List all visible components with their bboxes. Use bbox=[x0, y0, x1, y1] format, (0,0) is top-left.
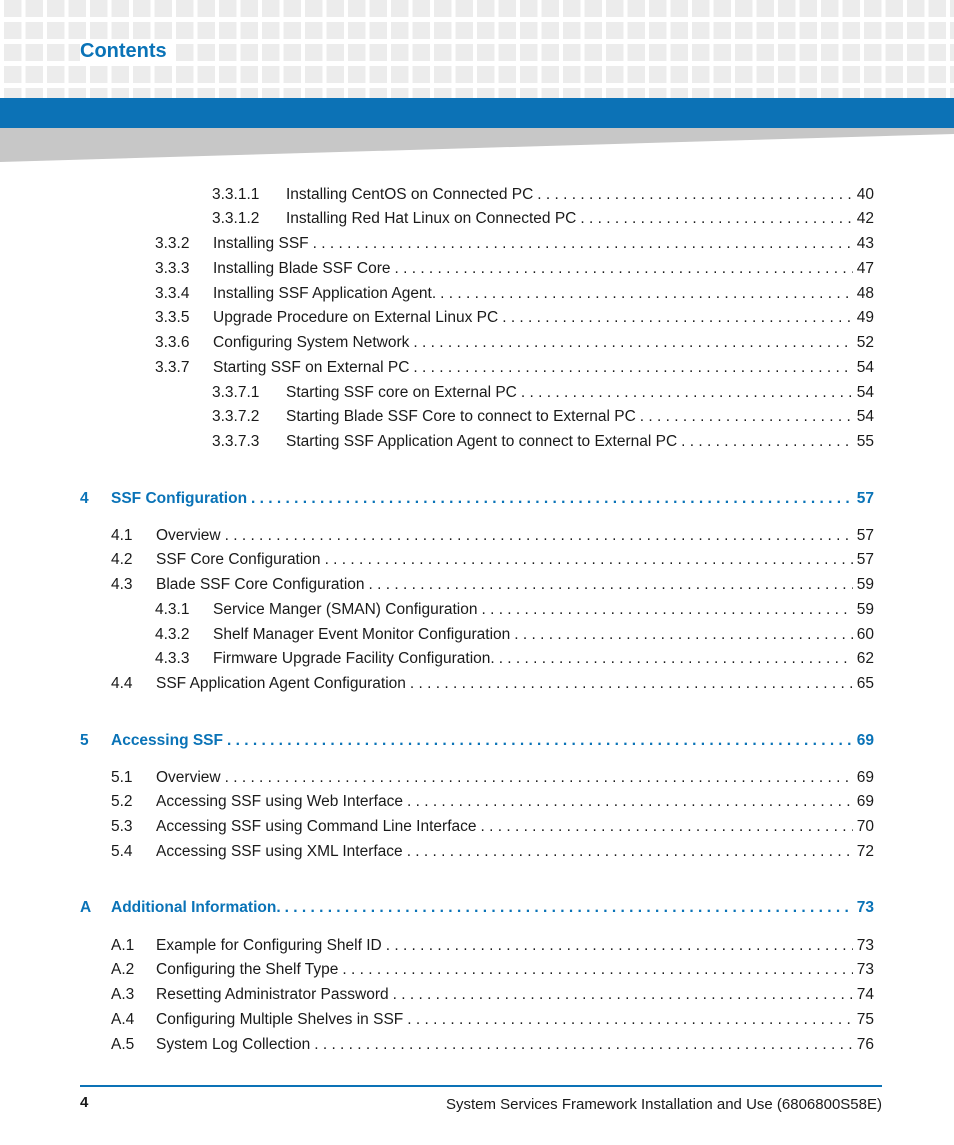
toc-entry-page: 47 bbox=[856, 260, 874, 277]
footer-page-number: 4 bbox=[80, 1094, 89, 1111]
toc-entry-title: Accessing SSF using Web Interface bbox=[156, 793, 403, 810]
toc-dot-leader bbox=[537, 184, 852, 206]
toc-dot-leader bbox=[325, 549, 853, 571]
toc-entry-title: Accessing SSF using XML Interface bbox=[156, 843, 403, 860]
toc-entry-title: Configuring Multiple Shelves in SSF bbox=[156, 1011, 404, 1028]
toc-dot-leader bbox=[413, 332, 852, 354]
toc-entry-number: 3.3.2 bbox=[155, 235, 190, 252]
toc-entry-page: 75 bbox=[856, 1011, 874, 1028]
toc-entry-page: 55 bbox=[856, 433, 874, 450]
toc-entry-number: 4.1 bbox=[111, 527, 133, 544]
toc-dot-leader bbox=[251, 488, 853, 510]
toc-entry-number: 3.3.7.3 bbox=[212, 433, 260, 450]
toc-entry-number: 3.3.4 bbox=[155, 285, 190, 302]
toc-entry[interactable] bbox=[155, 599, 874, 621]
toc-entry-title: Upgrade Procedure on External Linux PC bbox=[213, 309, 499, 326]
toc-entry-title: Overview bbox=[156, 769, 221, 786]
toc-dot-leader bbox=[440, 283, 853, 305]
toc-entry-title: Accessing SSF bbox=[111, 732, 223, 749]
toc-entry[interactable] bbox=[111, 935, 874, 957]
toc-entry-title: Installing SSF bbox=[213, 235, 309, 252]
toc-dot-leader bbox=[481, 599, 852, 621]
toc-entry[interactable] bbox=[111, 525, 874, 547]
toc-entry-page: 57 bbox=[856, 490, 874, 507]
toc-entry-title: Blade SSF Core Configuration bbox=[156, 576, 365, 593]
toc-entry-page: 59 bbox=[856, 576, 874, 593]
toc-dot-leader bbox=[580, 208, 852, 230]
toc-chapter-entry[interactable] bbox=[80, 730, 874, 752]
toc-entry-title: Firmware Upgrade Facility Configuration. bbox=[213, 650, 495, 667]
toc-entry[interactable] bbox=[155, 258, 874, 280]
toc-entry-title: Installing CentOS on Connected PC bbox=[286, 186, 534, 203]
toc-entry-number: 3.3.1.2 bbox=[212, 210, 260, 227]
toc-entry-title: Configuring System Network bbox=[213, 334, 410, 351]
toc-entry[interactable] bbox=[155, 357, 874, 379]
toc-dot-leader bbox=[369, 574, 853, 596]
toc-dot-leader bbox=[407, 841, 853, 863]
toc-entry-title: SSF Core Configuration bbox=[156, 551, 321, 568]
toc-entry-page: 62 bbox=[856, 650, 874, 667]
toc-entry[interactable] bbox=[111, 959, 874, 981]
toc-entry[interactable] bbox=[111, 984, 874, 1006]
header-blue-band bbox=[0, 98, 954, 128]
toc-dot-leader bbox=[285, 897, 853, 919]
toc-dot-leader bbox=[521, 382, 853, 404]
toc-entry-title: System Log Collection bbox=[156, 1036, 311, 1053]
toc-entry-number: 3.3.7 bbox=[155, 359, 190, 376]
toc-entry[interactable] bbox=[155, 307, 874, 329]
toc-entry-title: Accessing SSF using Command Line Interface bbox=[156, 818, 477, 835]
toc-dot-leader bbox=[394, 258, 852, 280]
toc-dot-leader bbox=[342, 959, 852, 981]
toc-entry-number: 5 bbox=[80, 732, 89, 749]
toc-entry[interactable] bbox=[155, 233, 874, 255]
toc-entry-number: 3.3.5 bbox=[155, 309, 190, 326]
toc-entry-number: 5.3 bbox=[111, 818, 133, 835]
toc-entry-number: 5.1 bbox=[111, 769, 133, 786]
toc-chapter-entry[interactable] bbox=[80, 488, 874, 510]
toc-chapter-entry[interactable] bbox=[80, 897, 874, 919]
toc-entry-number: 4.3.1 bbox=[155, 601, 190, 618]
toc-dot-leader bbox=[227, 730, 853, 752]
toc-entry-page: 57 bbox=[856, 527, 874, 544]
toc-entry[interactable] bbox=[111, 1034, 874, 1056]
toc-entry-page: 74 bbox=[856, 986, 874, 1003]
toc-dot-leader bbox=[514, 624, 853, 646]
toc-entry-number: A bbox=[80, 899, 92, 916]
toc-entry-title: Installing Red Hat Linux on Connected PC bbox=[286, 210, 577, 227]
toc-entry-number: A.5 bbox=[111, 1036, 135, 1053]
toc-dot-leader bbox=[407, 791, 853, 813]
toc-entry[interactable] bbox=[212, 208, 874, 230]
toc-entry-title: Starting SSF on External PC bbox=[213, 359, 410, 376]
toc-entry-title: Additional Information. bbox=[111, 899, 281, 916]
toc-entry-title: Resetting Administrator Password bbox=[156, 986, 389, 1003]
toc-dot-leader bbox=[313, 233, 853, 255]
toc-entry[interactable] bbox=[111, 816, 874, 838]
toc-entry-page: 57 bbox=[856, 551, 874, 568]
toc-dot-leader bbox=[225, 767, 853, 789]
header-gray-swoosh bbox=[0, 128, 954, 164]
toc-entry-number: 3.3.6 bbox=[155, 334, 190, 351]
toc-entry-page: 54 bbox=[856, 408, 874, 425]
toc-entry-number: 4.3.3 bbox=[155, 650, 190, 667]
toc-entry-title: SSF Configuration bbox=[111, 490, 248, 507]
toc-entry[interactable] bbox=[212, 382, 874, 404]
toc-entry-number: 3.3.1.1 bbox=[212, 186, 260, 203]
footer-doc-title: System Services Framework Installation and Use (6806800S58E) bbox=[445, 1096, 882, 1113]
toc-entry-title: Configuring the Shelf Type bbox=[156, 961, 339, 978]
toc-dot-leader bbox=[502, 307, 853, 329]
toc-dot-leader bbox=[640, 406, 853, 428]
footer-rule bbox=[80, 1085, 882, 1087]
toc-entry-title: Starting SSF core on External PC bbox=[286, 384, 517, 401]
toc-entry[interactable] bbox=[111, 791, 874, 813]
toc-dot-leader bbox=[314, 1034, 853, 1056]
toc-entry-page: 76 bbox=[856, 1036, 874, 1053]
toc-entry-page: 59 bbox=[856, 601, 874, 618]
toc-entry[interactable] bbox=[212, 184, 874, 206]
page-title: Contents bbox=[80, 40, 175, 63]
toc-dot-leader bbox=[407, 1009, 852, 1031]
toc-dot-leader bbox=[681, 431, 853, 453]
toc-entry-number: A.4 bbox=[111, 1011, 135, 1028]
toc-entry-page: 72 bbox=[856, 843, 874, 860]
toc-entry-number: 5.4 bbox=[111, 843, 133, 860]
toc-entry-page: 54 bbox=[856, 359, 874, 376]
toc-entry-page: 48 bbox=[856, 285, 874, 302]
toc-entry-page: 69 bbox=[856, 793, 874, 810]
toc-entry-title: Service Manger (SMAN) Configuration bbox=[213, 601, 478, 618]
toc-entry-title: SSF Application Agent Configuration bbox=[156, 675, 406, 692]
toc-entry-page: 60 bbox=[856, 626, 874, 643]
toc-entry[interactable] bbox=[212, 431, 874, 453]
toc-entry[interactable] bbox=[155, 624, 874, 646]
toc-dot-leader bbox=[481, 816, 853, 838]
toc-entry-page: 70 bbox=[856, 818, 874, 835]
toc-entry[interactable] bbox=[111, 549, 874, 571]
toc-entry-number: 4.4 bbox=[111, 675, 133, 692]
toc-entry-title: Example for Configuring Shelf ID bbox=[156, 937, 382, 954]
toc-entry-number: A.1 bbox=[111, 937, 135, 954]
toc-entry-page: 73 bbox=[856, 937, 874, 954]
toc-entry[interactable] bbox=[155, 332, 874, 354]
toc-entry-page: 65 bbox=[856, 675, 874, 692]
toc-dot-leader bbox=[410, 673, 853, 695]
toc-entry-page: 54 bbox=[856, 384, 874, 401]
toc-dot-leader bbox=[225, 525, 853, 547]
toc-entry-page: 52 bbox=[856, 334, 874, 351]
toc-entry-number: 5.2 bbox=[111, 793, 133, 810]
toc-entry-number: 4.3.2 bbox=[155, 626, 190, 643]
toc-entry-title: Overview bbox=[156, 527, 221, 544]
toc-entry-page: 42 bbox=[856, 210, 874, 227]
toc-entry-number: 3.3.7.2 bbox=[212, 408, 260, 425]
toc-entry[interactable] bbox=[155, 648, 874, 670]
toc-entry-title: Starting SSF Application Agent to connect to External PC bbox=[286, 433, 678, 450]
toc-entry[interactable] bbox=[155, 283, 874, 305]
toc-entry-page: 49 bbox=[856, 309, 874, 326]
toc-entry-title: Installing SSF Application Agent. bbox=[213, 285, 437, 302]
toc-dot-leader bbox=[386, 935, 853, 957]
toc-entry-title: Installing Blade SSF Core bbox=[213, 260, 391, 277]
toc-entry-page: 43 bbox=[856, 235, 874, 252]
toc-entry-title: Shelf Manager Event Monitor Configuration bbox=[213, 626, 511, 643]
toc-entry[interactable] bbox=[111, 841, 874, 863]
toc-entry[interactable] bbox=[111, 1009, 874, 1031]
toc-entry-number: A.2 bbox=[111, 961, 135, 978]
toc-entry-page: 40 bbox=[856, 186, 874, 203]
toc-entry-page: 69 bbox=[856, 769, 874, 786]
toc-entry-page: 73 bbox=[856, 961, 874, 978]
toc-entry[interactable] bbox=[111, 673, 874, 695]
toc-dot-leader bbox=[413, 357, 852, 379]
toc-dot-leader bbox=[499, 648, 853, 670]
toc-entry[interactable] bbox=[111, 767, 874, 789]
toc-entry-number: 4 bbox=[80, 490, 89, 507]
toc-entry-number: 3.3.3 bbox=[155, 260, 190, 277]
toc-entry-page: 69 bbox=[856, 732, 874, 749]
toc-entry[interactable] bbox=[111, 574, 874, 596]
toc-entry-number: A.3 bbox=[111, 986, 135, 1003]
toc-entry-number: 4.2 bbox=[111, 551, 133, 568]
toc-entry[interactable] bbox=[212, 406, 874, 428]
toc-entry-page: 73 bbox=[856, 899, 874, 916]
toc-entry-number: 4.3 bbox=[111, 576, 133, 593]
toc-entry-title: Starting Blade SSF Core to connect to External PC bbox=[286, 408, 636, 425]
toc-entry-number: 3.3.7.1 bbox=[212, 384, 260, 401]
toc-dot-leader bbox=[393, 984, 853, 1006]
